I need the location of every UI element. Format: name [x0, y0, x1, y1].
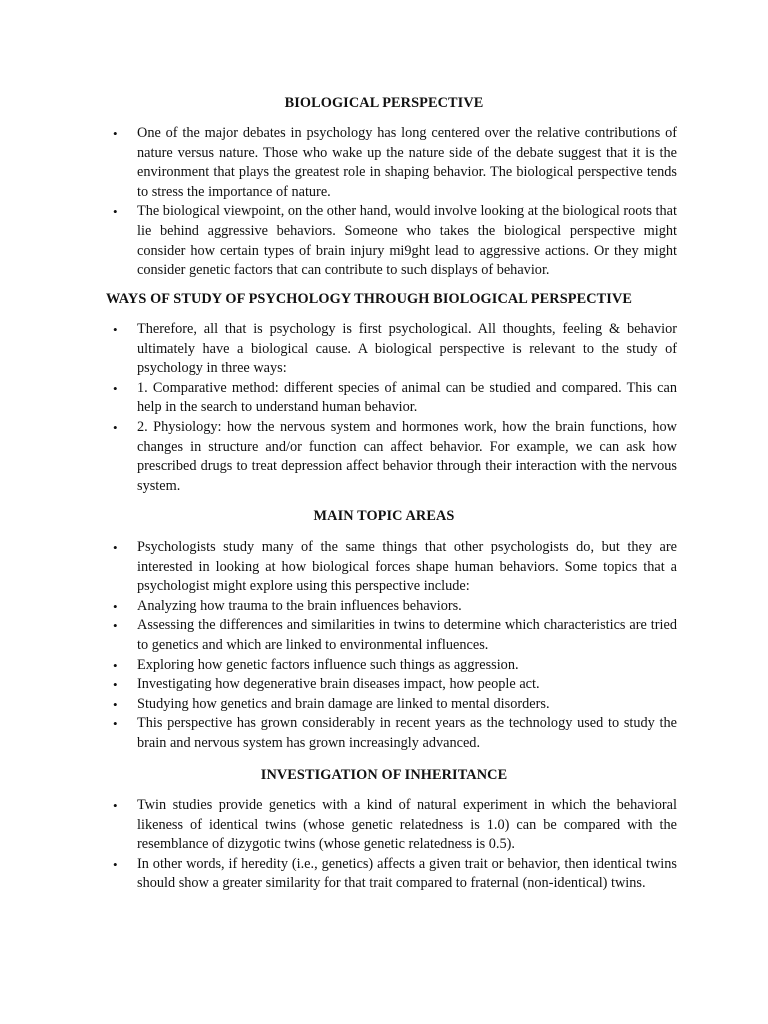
bullet-list-biological-perspective — [0, 124, 768, 281]
list-item-text: Psychologists study many of the same things that other psychologists do, but they are interested in looking at how biological forces shape human behaviors. Some topics that a psychologist might explore using this perspective include: — [137, 539, 677, 595]
bullet-list-ways-of-study — [0, 320, 768, 496]
list-item — [0, 796, 677, 855]
list-item — [0, 379, 677, 418]
bullet-icon: • — [113, 540, 118, 555]
list-item-text: Assessing the differences and similarities in twins to determine which characteristics are tried to genetics and which are linked to environmental influences. — [137, 617, 677, 653]
list-item-text: The biological viewpoint, on the other hand, would involve looking at the biological roots that lie behind aggressive behaviors. Someone who takes the biological perspective might consider how certain types of brain injury mi9ght lead to aggressive actions. Or they might consider genetic factors that can contribute to such displays of behavior. — [137, 203, 678, 279]
bullet-icon: • — [113, 716, 118, 732]
bullet-icon: • — [113, 677, 118, 693]
section-heading-biological-perspective: BIOLOGICAL PERSPECTIVE — [284, 95, 484, 111]
list-item-text: One of the major debates in psychology has long centered over the relative contributions of nature versus nature. Those who wake up the nature side of the debate suggest that it is the environment that plays the greatest role in shaping behavior. The biological perspective tends to stress the importance of nature. — [137, 125, 677, 200]
section-heading-investigation-of-inheritance: INVESTIGATION OF INHERITANCE — [260, 767, 508, 783]
bullet-list-main-topic-areas — [0, 538, 768, 754]
list-item — [0, 855, 677, 894]
list-item — [0, 320, 677, 379]
list-item-text: Exploring how genetic factors influence such things as aggression. — [137, 656, 519, 673]
list-item-text: Therefore, all that is psychology is first psychological. All thoughts, feeling & behavior ultimately have a biological cause. A biological perspective is relevant to the study of psychology in three ways: — [137, 321, 677, 377]
bullet-icon: • — [113, 204, 118, 220]
bullet-icon: • — [113, 322, 118, 337]
list-item — [0, 538, 677, 597]
list-item-text: In other words, if heredity (i.e., genetics) affects a given trait or behavior, then identical twins should show a greater similarity for that trait compared to fraternal (non-identical) twins. — [137, 855, 677, 892]
bullet-icon: • — [113, 126, 118, 141]
list-item-text: Studying how genetics and brain damage are linked to mental disorders. — [137, 695, 550, 712]
list-item — [0, 656, 677, 676]
list-item-text: 2. Physiology: how the nervous system and hormones work, how the brain functions, how changes in structure and/or function can affect behavior. For example, we can ask how prescribed drugs to treat depression affect behavior through their interaction with the nervous system. — [137, 418, 677, 494]
bullet-icon: • — [113, 598, 118, 614]
bullet-icon: • — [113, 657, 118, 673]
list-item-text: Analyzing how trauma to the brain influences behaviors. — [137, 597, 462, 614]
list-item — [0, 616, 677, 655]
bullet-icon: • — [113, 380, 118, 396]
list-item — [0, 124, 677, 202]
list-item — [0, 714, 677, 753]
list-item-text: Twin studies provide genetics with a kind of natural experiment in which the behavioral likeness of identical twins (whose genetic relatedness is 1.0) can be compared with the resemblance of dizygotic twins (whose genetic relatedness is 0.5). — [137, 797, 677, 853]
list-item-text: 1. Comparative method: different species of animal can be studied and compared. This can help in the search to understand human behavior. — [137, 379, 677, 416]
list-item — [0, 695, 677, 715]
list-item — [0, 202, 677, 280]
bullet-icon: • — [113, 856, 118, 872]
bullet-icon: • — [113, 618, 118, 634]
bullet-icon: • — [113, 798, 118, 813]
section-heading-main-topic-areas: MAIN TOPIC AREAS — [313, 508, 455, 524]
bullet-icon: • — [113, 419, 118, 435]
bullet-list-investigation-of-inheritance — [0, 796, 768, 894]
list-item-text: Investigating how degenerative brain diseases impact, how people act. — [137, 676, 540, 693]
section-heading-ways-of-study: WAYS OF STUDY OF PSYCHOLOGY THROUGH BIOLOGICAL PERSPECTIVE — [106, 291, 633, 307]
list-item — [0, 597, 677, 617]
list-item-text: This perspective has grown considerably in recent years as the technology used to study the brain and nervous system has grown increasingly advanced. — [137, 715, 677, 751]
list-item — [0, 418, 677, 496]
bullet-icon: • — [113, 696, 118, 712]
list-item — [0, 675, 677, 695]
